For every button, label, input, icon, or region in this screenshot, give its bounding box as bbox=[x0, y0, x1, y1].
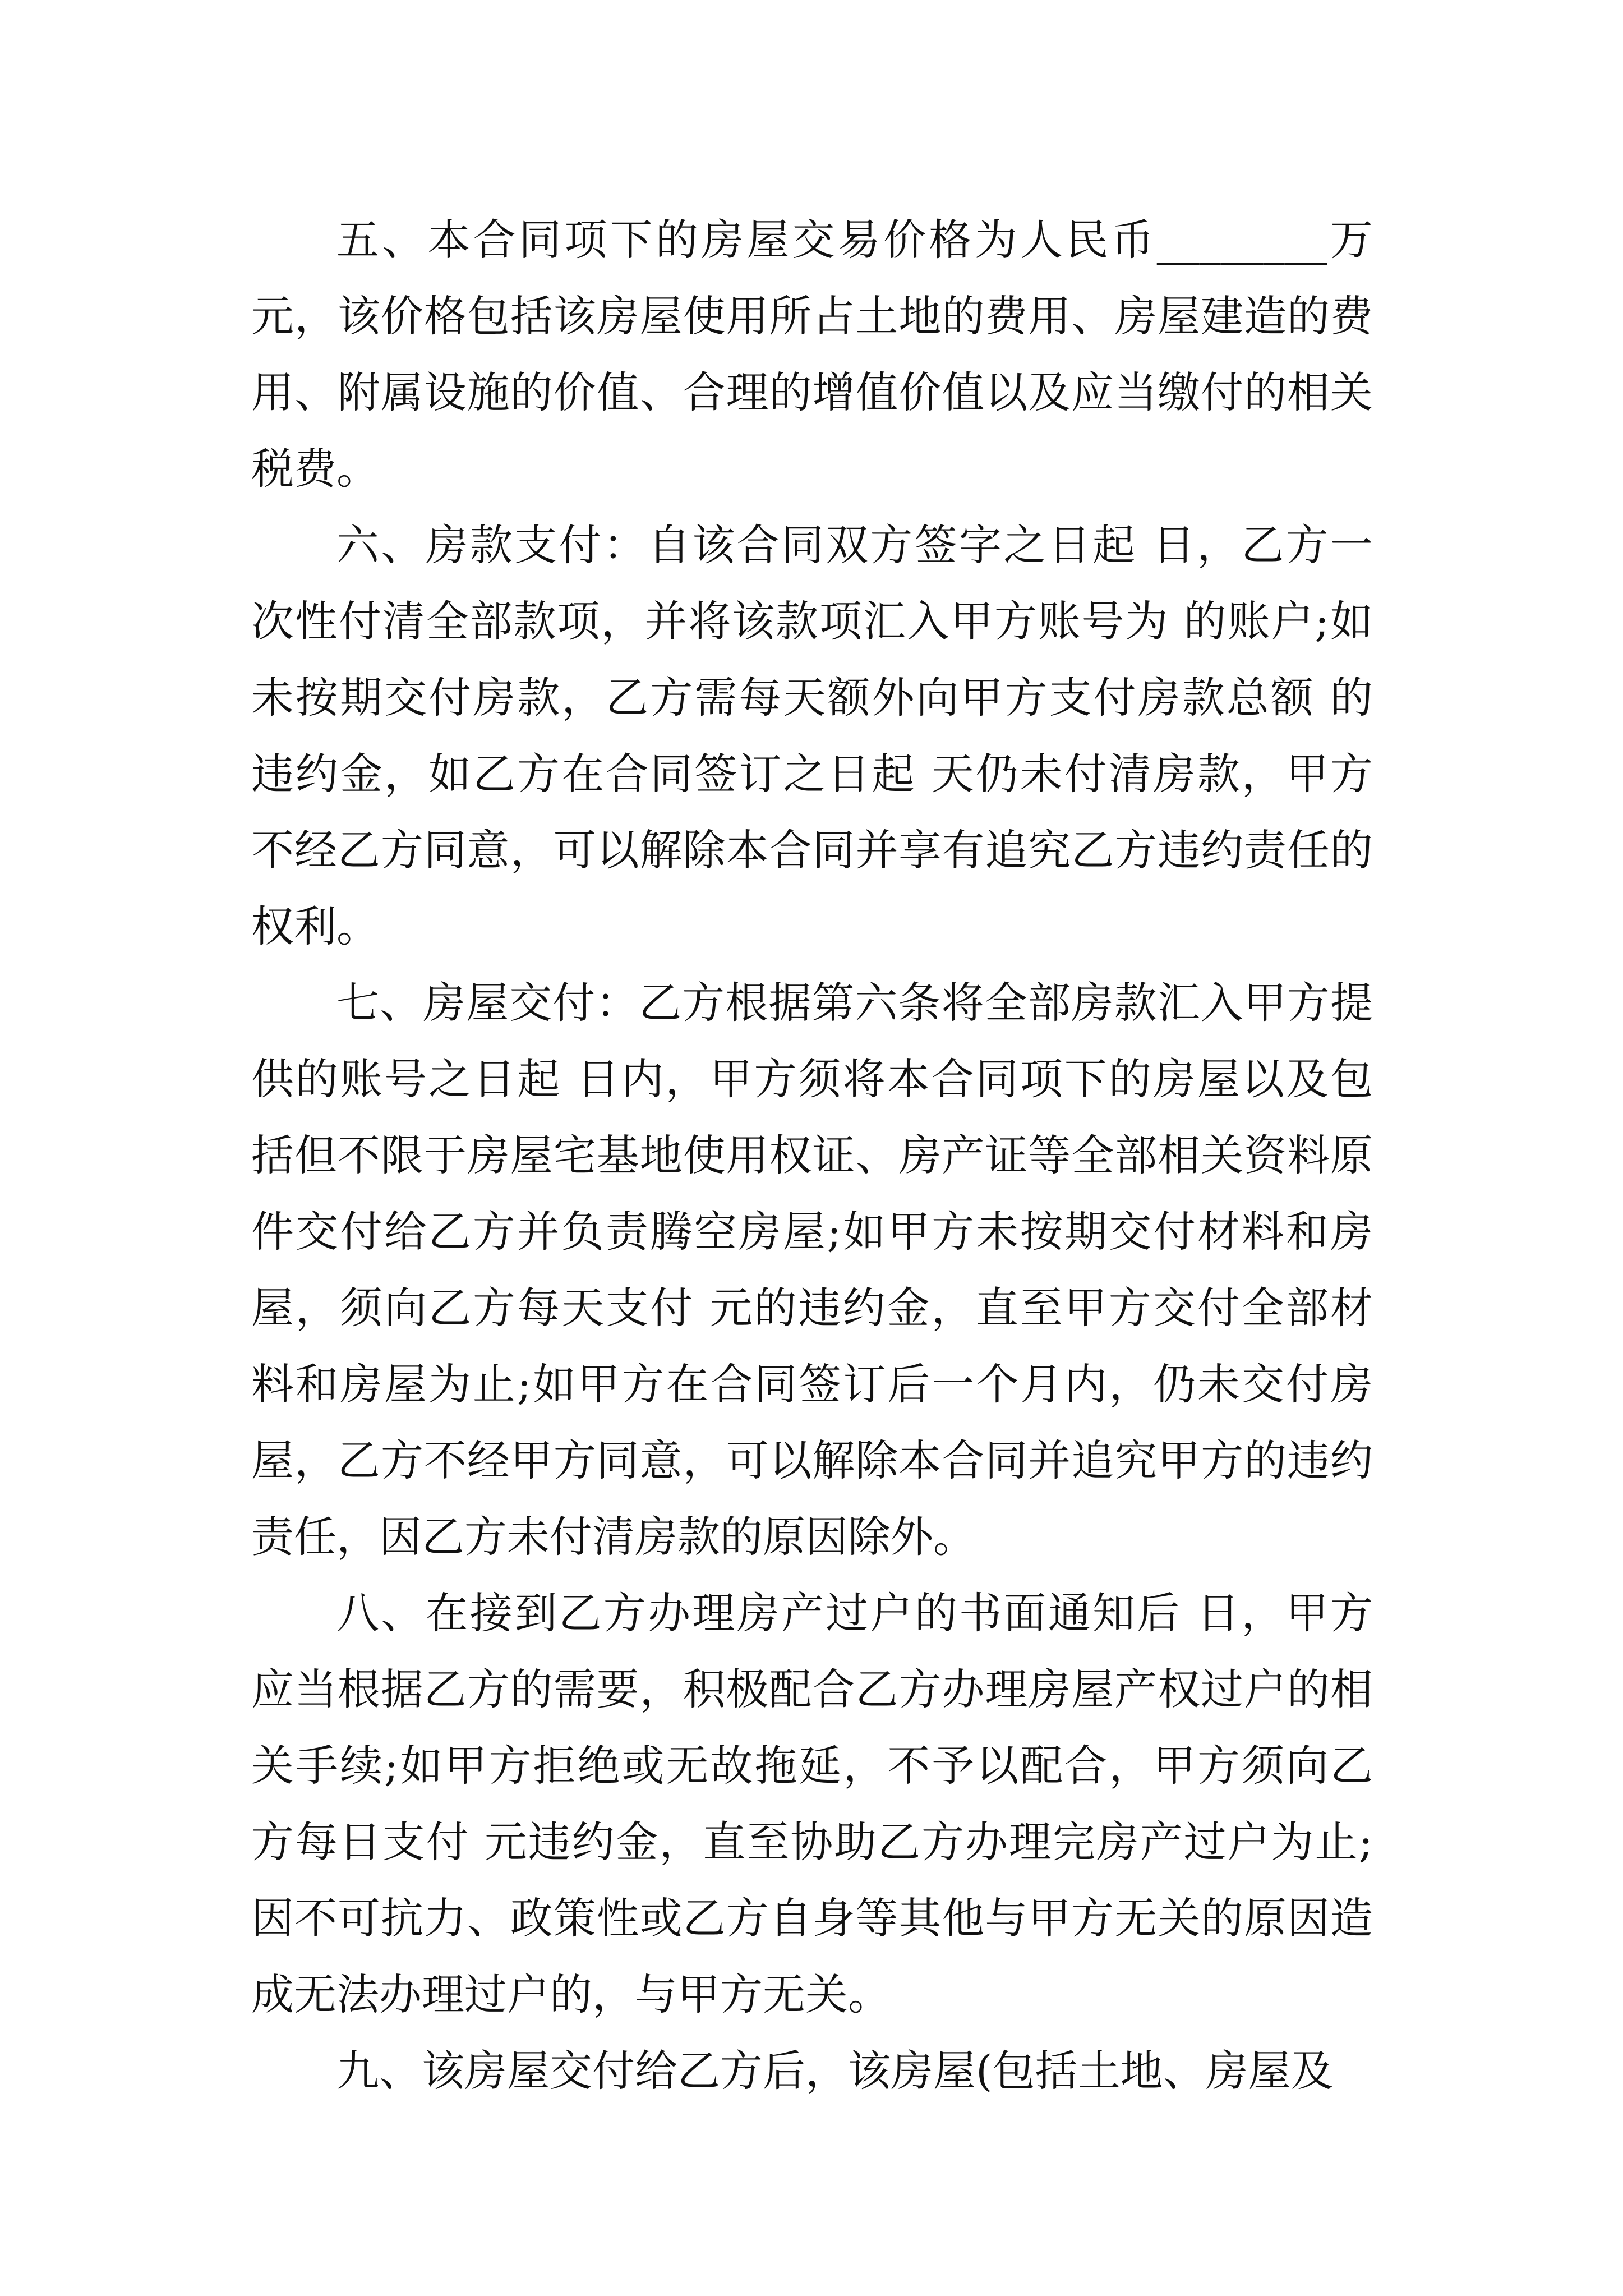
clause-5-paragraph: 五、本合同项下的房屋交易价格为人民币________万元，该价格包括该房屋使用所占土地的费用、房屋建造的费用、附属设施的价值、合理的增值价值以及应当缴付的相关税费。 bbox=[251, 215, 1373, 494]
clause-6-paragraph: 六、房款支付：自该合同双方签字之日起 日，乙方一次性付清全部款项，并将该款项汇入甲方账号为 的账户;如未按期交付房款，乙方需每天额外向甲方支付房款总额 的违约金，如乙方在合同签订之日起 天仍未付清房款，甲方不经乙方同意，可以解除本合同并享有追究乙方违约责任的权利。 bbox=[251, 520, 1373, 951]
clause-8-paragraph: 八、在接到乙方办理房产过户的书面通知后 日，甲方应当根据乙方的需要，积极配合乙方办理房屋产权过户的相关手续;如甲方拒绝或无故拖延，不予以配合，甲方须向乙方每日支付 元违约金，直至协助乙方办理完房产过户为止;因不可抗力、政策性或乙方自身等其他与甲方无关的原因造成无法办理过户的，与甲方无关。 bbox=[251, 1588, 1373, 2019]
clause-9-paragraph: 九、该房屋交付给乙方后，该房屋(包括土地、房屋及 bbox=[336, 2046, 1334, 2096]
clause-7-paragraph: 七、房屋交付：乙方根据第六条将全部房款汇入甲方提供的账号之日起 日内，甲方须将本合同项下的房屋以及包括但不限于房屋宅基地使用权证、房产证等全部相关资料原件交付给乙方并负责腾空房屋;如甲方未按期交付材料和房屋，须向乙方每天支付 元的违约金，直至甲方交付全部材料和房屋为止;如甲方在合同签订后一个月内，仍未交付房屋，乙方不经甲方同意，可以解除本合同并追究甲方的违约责任，因乙方未付清房款的原因除外。 bbox=[251, 978, 1373, 1562]
document-body bbox=[251, 202, 1373, 2109]
